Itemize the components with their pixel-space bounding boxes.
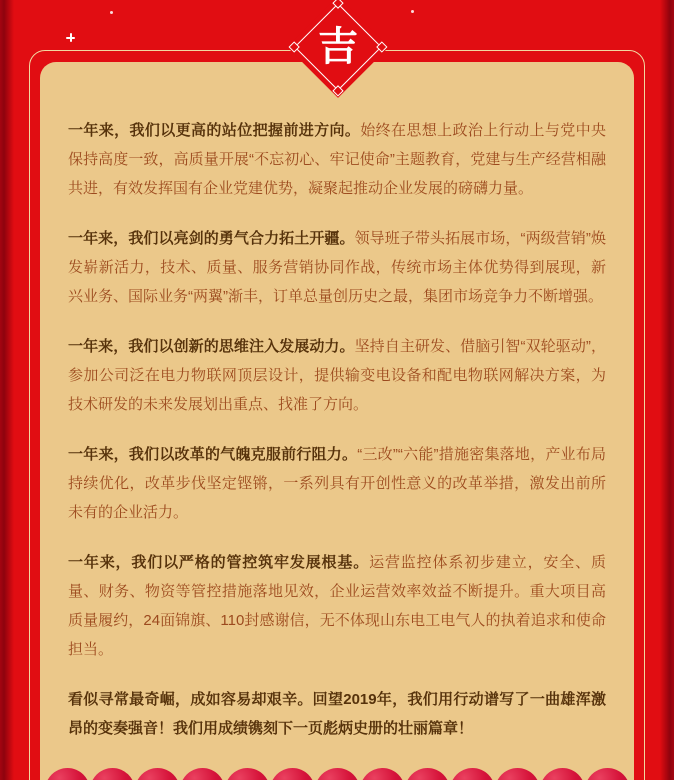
paragraph <box>68 440 606 527</box>
sparkle-dot-icon <box>110 11 113 14</box>
left-edge-stripe <box>0 0 14 780</box>
ji-character: 吉 <box>318 24 358 69</box>
right-edge-stripe <box>660 0 674 780</box>
scallop-circle <box>585 768 630 780</box>
article-text <box>40 62 634 743</box>
paragraph-body: “三改”“六能”措施密集落地，产业布局持续优化，改革步伐坚定铿锵，一系列具有开创性意义的改革举措，激发出前所未有的企业活力。 <box>68 446 606 521</box>
paragraph <box>68 332 606 419</box>
scallop-circle <box>360 768 405 780</box>
scallop-circle <box>405 768 450 780</box>
paragraph-lead: 一年来，我们以创新的思维注入发展动力。 <box>68 338 355 355</box>
paragraph-closing <box>68 685 606 743</box>
scallop-row <box>40 768 634 780</box>
paragraph <box>68 116 606 203</box>
paragraph-lead: 一年来，我们以更高的站位把握前进方向。 <box>68 122 361 139</box>
paragraph-lead: 看似寻常最奇崛，成如容易却艰辛。回望2019年，我们用行动谱写了一曲雄浑激昂的变奏强音！我们用成绩镌刻下一页彪炳史册的壮丽篇章！ <box>68 691 606 737</box>
content-panel <box>40 62 634 780</box>
paragraph-body: 始终在思想上政治上行动上与党中央保持高度一致，高质量开展“不忘初心、牢记使命”主题教育，党建与生产经营相融共进，有效发挥国有企业党建优势，凝聚起推动企业发展的磅礴力量。 <box>68 122 606 197</box>
sparkle-dot-icon <box>411 10 414 13</box>
paragraph-body: 坚持自主研发、借脑引智“双轮驱动”，参加公司泛在电力物联网顶层设计，提供输变电设备和配电物联网解决方案，为技术研发的未来发展划出重点、找准了方向。 <box>68 338 606 413</box>
paragraph-lead: 一年来，我们以改革的气魄克服前行阻力。 <box>68 446 358 463</box>
paragraph <box>68 548 606 664</box>
paragraph-body: 运营监控体系初步建立，安全、质量、财务、物资等管控措施落地见效，企业运营效率效益不断提升。重大项目高质量履约，24面锦旗、110封感谢信，无不体现山东电工电气人的执着追求和使命担当。 <box>68 554 606 658</box>
sparkle-plus-icon <box>66 33 75 42</box>
scallop-circle <box>270 768 315 780</box>
paragraph-lead: 一年来，我们以亮剑的勇气合力拓土开疆。 <box>68 230 355 247</box>
scallop-circle <box>225 768 270 780</box>
scallop-circle <box>90 768 135 780</box>
scallop-circle <box>315 768 360 780</box>
paragraph <box>68 224 606 311</box>
scallop-circle <box>45 768 90 780</box>
scallop-circle <box>180 768 225 780</box>
paragraph-body: 领导班子带头拓展市场，“两级营销”焕发崭新活力，技术、质量、服务营销协同作战，传统市场主体优势得到展现，新兴业务、国际业务“两翼”渐丰，订单总量创历史之最，集团市场竞争力不断增强。 <box>68 230 606 305</box>
scallop-circle <box>135 768 180 780</box>
scallop-circle <box>495 768 540 780</box>
scallop-circle <box>540 768 585 780</box>
scallop-circle <box>450 768 495 780</box>
paragraph-lead: 一年来，我们以严格的管控筑牢发展根基。 <box>68 554 370 571</box>
